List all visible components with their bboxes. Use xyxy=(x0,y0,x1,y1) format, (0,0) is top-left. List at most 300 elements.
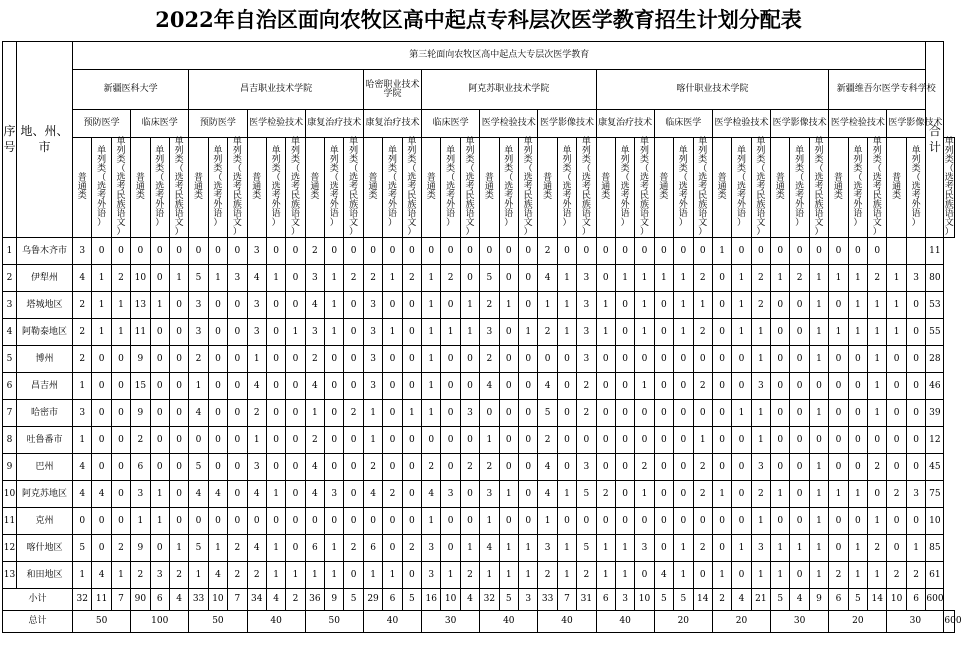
row-value: 1 xyxy=(615,265,634,292)
row-value: 0 xyxy=(790,454,809,481)
category-header xyxy=(150,138,169,238)
row-value: 0 xyxy=(790,481,809,508)
row-value: 3 xyxy=(305,319,324,346)
row-value: 0 xyxy=(402,292,421,319)
subtotal-value: 7 xyxy=(557,589,576,611)
row-value: 1 xyxy=(169,265,188,292)
row-value: 3 xyxy=(73,400,92,427)
major-header: 临床医学 xyxy=(654,110,712,138)
row-region: 乌鲁木齐市 xyxy=(17,238,73,265)
row-value: 1 xyxy=(499,292,518,319)
row-value: 6 xyxy=(363,535,382,562)
row-value: 1 xyxy=(848,319,867,346)
subtotal-value: 31 xyxy=(577,589,596,611)
row-value: 1 xyxy=(266,481,285,508)
row-region: 博州 xyxy=(17,346,73,373)
row-value: 0 xyxy=(92,508,111,535)
major-header: 临床医学 xyxy=(422,110,480,138)
subtotal-label: 小计 xyxy=(3,589,73,611)
row-value: 0 xyxy=(906,292,926,319)
row-value: 0 xyxy=(344,346,363,373)
subtotal-value: 5 xyxy=(771,589,790,611)
row-value: 0 xyxy=(887,427,906,454)
row-value: 1 xyxy=(499,481,518,508)
row-value: 0 xyxy=(635,562,654,589)
row-value: 1 xyxy=(868,373,887,400)
row-value: 0 xyxy=(402,562,421,589)
category-header xyxy=(169,138,188,238)
major-header: 预防医学 xyxy=(73,110,131,138)
subtotal-value: 21 xyxy=(751,589,770,611)
row-value: 0 xyxy=(829,238,848,265)
category-header xyxy=(383,138,402,238)
row-value: 4 xyxy=(73,454,92,481)
row-value: 0 xyxy=(790,427,809,454)
category-label: 单 列 类 （ 选 考 外 语 ） xyxy=(155,146,165,228)
row-value: 4 xyxy=(654,562,673,589)
row-value: 0 xyxy=(286,427,305,454)
category-header xyxy=(228,138,247,238)
category-label: 普 通 类 xyxy=(135,173,145,201)
category-header xyxy=(654,138,673,238)
row-value: 1 xyxy=(538,508,557,535)
row-region: 阿克苏地区 xyxy=(17,481,73,508)
row-value: 0 xyxy=(674,427,693,454)
category-header xyxy=(829,138,848,238)
row-value: 5 xyxy=(538,400,557,427)
row-value: 0 xyxy=(499,238,518,265)
row-value: 2 xyxy=(111,265,130,292)
category-header xyxy=(131,138,150,238)
row-value: 2 xyxy=(247,562,266,589)
row-value: 0 xyxy=(712,346,731,373)
row-value: 1 xyxy=(732,265,751,292)
row-value: 0 xyxy=(169,346,188,373)
row-value: 0 xyxy=(286,346,305,373)
row-value: 1 xyxy=(518,319,537,346)
row-value: 0 xyxy=(518,292,537,319)
row-value: 0 xyxy=(712,400,731,427)
row-value: 1 xyxy=(751,319,770,346)
category-label: 单 列 类 （ 选 考 民 族 语 文 ） xyxy=(232,137,242,237)
row-value: 0 xyxy=(402,319,421,346)
row-value: 2 xyxy=(305,427,324,454)
category-header xyxy=(848,138,867,238)
row-value: 1 xyxy=(732,535,751,562)
category-label: 普 通 类 xyxy=(426,173,436,201)
subtotal-value: 16 xyxy=(422,589,441,611)
row-value: 0 xyxy=(674,400,693,427)
row-value: 9 xyxy=(131,346,150,373)
row-value: 0 xyxy=(266,373,285,400)
row-value: 0 xyxy=(169,481,188,508)
subtotal-value: 5 xyxy=(848,589,867,611)
row-value: 1 xyxy=(266,265,285,292)
category-header xyxy=(92,138,111,238)
row-value: 3 xyxy=(635,535,654,562)
row-value: 1 xyxy=(518,535,537,562)
row-value: 0 xyxy=(732,481,751,508)
row-value: 4 xyxy=(363,481,382,508)
row-value: 1 xyxy=(868,562,887,589)
row-value: 0 xyxy=(868,427,887,454)
row-value: 2 xyxy=(829,562,848,589)
row-value: 3 xyxy=(363,319,382,346)
row-value: 0 xyxy=(751,238,770,265)
row-value: 0 xyxy=(325,373,344,400)
category-label: 普 通 类 xyxy=(775,173,785,201)
row-value: 0 xyxy=(790,238,809,265)
row-value: 0 xyxy=(73,508,92,535)
category-header xyxy=(790,138,809,238)
row-value: 1 xyxy=(499,562,518,589)
row-value: 0 xyxy=(460,346,479,373)
category-label: 普 通 类 xyxy=(601,173,611,201)
row-value: 2 xyxy=(460,562,479,589)
grand-total-value: 20 xyxy=(712,611,770,633)
row-value: 3 xyxy=(131,481,150,508)
row-value: 0 xyxy=(790,373,809,400)
row-region: 和田地区 xyxy=(17,562,73,589)
row-value: 1 xyxy=(557,265,576,292)
row-value: 0 xyxy=(596,346,615,373)
category-header xyxy=(557,138,576,238)
row-value: 1 xyxy=(868,400,887,427)
category-label: 单 列 类 （ 选 考 外 语 ） xyxy=(387,146,397,228)
category-header xyxy=(208,138,227,238)
subtotal-value: 33 xyxy=(538,589,557,611)
row-value: 5 xyxy=(189,454,208,481)
row-value: 4 xyxy=(208,562,227,589)
row-value: 1 xyxy=(557,481,576,508)
row-value: 0 xyxy=(693,562,712,589)
row-value: 0 xyxy=(557,454,576,481)
row-value: 3 xyxy=(906,265,926,292)
row-value: 4 xyxy=(189,481,208,508)
row-value: 0 xyxy=(363,508,382,535)
row-value: 0 xyxy=(169,319,188,346)
major-header: 临床医学 xyxy=(131,110,189,138)
row-value: 0 xyxy=(344,481,363,508)
row-value: 0 xyxy=(615,373,634,400)
row-value: 3 xyxy=(363,292,382,319)
row-value: 0 xyxy=(208,373,227,400)
row-value: 1 xyxy=(674,319,693,346)
row-value: 2 xyxy=(247,400,266,427)
row-value: 0 xyxy=(286,292,305,319)
category-label: 单 列 类 （ 选 考 外 语 ） xyxy=(911,146,921,228)
row-value: 0 xyxy=(266,238,285,265)
row-value: 5 xyxy=(73,535,92,562)
row-value: 0 xyxy=(654,373,673,400)
row-value: 0 xyxy=(518,265,537,292)
row-value: 0 xyxy=(169,427,188,454)
row-value: 0 xyxy=(615,508,634,535)
institution-header: 新疆维吾尔医学专科学校 xyxy=(829,70,944,110)
row-value: 2 xyxy=(693,319,712,346)
row-value: 0 xyxy=(906,400,926,427)
major-header: 康复治疗技术 xyxy=(596,110,654,138)
row-value: 1 xyxy=(906,535,926,562)
row-value: 1 xyxy=(383,319,402,346)
row-value: 0 xyxy=(422,238,441,265)
row-seq: 11 xyxy=(3,508,17,535)
row-value: 1 xyxy=(751,400,770,427)
category-label: 单 列 类 （ 选 考 民 族 语 文 ） xyxy=(581,137,591,237)
row-value: 1 xyxy=(422,346,441,373)
row-value: 0 xyxy=(460,373,479,400)
row-value: 1 xyxy=(596,562,615,589)
major-header: 康复治疗技术 xyxy=(305,110,363,138)
row-value: 0 xyxy=(887,346,906,373)
row-value: 1 xyxy=(809,319,828,346)
grand-total-value: 50 xyxy=(73,611,131,633)
row-value: 0 xyxy=(693,508,712,535)
grand-total-value: 20 xyxy=(654,611,712,633)
row-value: 1 xyxy=(615,535,634,562)
row-value: 0 xyxy=(363,238,382,265)
row-seq: 1 xyxy=(3,238,17,265)
row-value: 1 xyxy=(868,346,887,373)
row-value: 0 xyxy=(518,400,537,427)
row-value: 1 xyxy=(402,400,421,427)
row-value: 2 xyxy=(402,265,421,292)
subtotal-value: 3 xyxy=(518,589,537,611)
row-value: 0 xyxy=(712,319,731,346)
category-label: 单 列 类 （ 选 考 外 语 ） xyxy=(678,146,688,228)
row-value: 0 xyxy=(150,319,169,346)
row-value: 0 xyxy=(441,454,460,481)
row-value: 0 xyxy=(635,346,654,373)
header-seq: 序 号 xyxy=(3,42,17,238)
row-value: 1 xyxy=(383,562,402,589)
row-value: 1 xyxy=(460,292,479,319)
row-value: 1 xyxy=(150,292,169,319)
row-value: 2 xyxy=(363,454,382,481)
row-value: 0 xyxy=(596,454,615,481)
row-total: 12 xyxy=(926,427,944,454)
row-value: 0 xyxy=(422,427,441,454)
row-value: 0 xyxy=(596,508,615,535)
row-value: 3 xyxy=(73,238,92,265)
row-value: 0 xyxy=(208,400,227,427)
row-value: 0 xyxy=(732,508,751,535)
category-header xyxy=(422,138,441,238)
row-value: 0 xyxy=(383,292,402,319)
row-value: 0 xyxy=(712,427,731,454)
row-value: 1 xyxy=(325,292,344,319)
row-value: 0 xyxy=(150,427,169,454)
row-value: 0 xyxy=(228,373,247,400)
row-value: 1 xyxy=(266,562,285,589)
row-value: 0 xyxy=(732,562,751,589)
row-total: 45 xyxy=(926,454,944,481)
category-header xyxy=(906,138,926,238)
subtotal-value: 7 xyxy=(111,589,130,611)
row-value: 5 xyxy=(577,481,596,508)
subtotal-value: 2 xyxy=(712,589,731,611)
row-value: 2 xyxy=(344,400,363,427)
row-value: 0 xyxy=(848,427,867,454)
row-value: 0 xyxy=(441,373,460,400)
row-value: 0 xyxy=(169,373,188,400)
row-value: 0 xyxy=(131,238,150,265)
row-value: 1 xyxy=(383,265,402,292)
row-value: 0 xyxy=(906,346,926,373)
subtotal-value: 9 xyxy=(809,589,828,611)
row-value: 1 xyxy=(363,562,382,589)
category-label: 单 列 类 （ 选 考 民 族 语 文 ） xyxy=(116,137,126,237)
row-value: 1 xyxy=(363,400,382,427)
row-value: 3 xyxy=(247,454,266,481)
row-value: 13 xyxy=(131,292,150,319)
category-header xyxy=(402,138,421,238)
row-value: 4 xyxy=(538,454,557,481)
row-value: 0 xyxy=(344,562,363,589)
category-header xyxy=(247,138,266,238)
row-value: 1 xyxy=(712,481,731,508)
row-value: 1 xyxy=(422,319,441,346)
row-value: 2 xyxy=(538,319,557,346)
row-value: 0 xyxy=(906,319,926,346)
row-value: 1 xyxy=(422,265,441,292)
row-value: 0 xyxy=(635,508,654,535)
row-value: 0 xyxy=(848,454,867,481)
row-value: 2 xyxy=(635,454,654,481)
row-value: 0 xyxy=(790,562,809,589)
row-value: 4 xyxy=(247,481,266,508)
table-row xyxy=(3,346,955,373)
row-value: 0 xyxy=(344,454,363,481)
row-value: 2 xyxy=(189,346,208,373)
row-value: 0 xyxy=(887,454,906,481)
category-header xyxy=(344,138,363,238)
row-value: 2 xyxy=(693,481,712,508)
row-value: 1 xyxy=(325,535,344,562)
major-header: 康复治疗技术 xyxy=(363,110,421,138)
row-value: 0 xyxy=(441,427,460,454)
subtotal-value: 6 xyxy=(383,589,402,611)
row-value: 0 xyxy=(712,454,731,481)
row-value: 0 xyxy=(208,508,227,535)
category-header xyxy=(305,138,324,238)
row-value: 0 xyxy=(577,508,596,535)
row-value: 0 xyxy=(732,238,751,265)
category-header xyxy=(732,138,751,238)
table-row xyxy=(3,562,955,589)
row-value: 0 xyxy=(189,238,208,265)
subtotal-value: 14 xyxy=(693,589,712,611)
row-value: 1 xyxy=(422,292,441,319)
row-value: 10 xyxy=(131,265,150,292)
row-value: 1 xyxy=(848,562,867,589)
row-value: 0 xyxy=(732,427,751,454)
row-value: 0 xyxy=(596,400,615,427)
row-value: 0 xyxy=(499,265,518,292)
row-value: 0 xyxy=(228,481,247,508)
row-value: 0 xyxy=(518,238,537,265)
row-value: 0 xyxy=(906,454,926,481)
category-label: 普 通 类 xyxy=(543,173,553,201)
row-value: 4 xyxy=(92,481,111,508)
row-value: 0 xyxy=(615,346,634,373)
row-value: 1 xyxy=(111,292,130,319)
row-value: 0 xyxy=(325,238,344,265)
row-value: 1 xyxy=(809,508,828,535)
row-value: 3 xyxy=(577,265,596,292)
subtotal-value: 5 xyxy=(674,589,693,611)
row-value: 0 xyxy=(790,292,809,319)
row-value: 2 xyxy=(868,265,887,292)
row-value: 0 xyxy=(771,454,790,481)
row-value: 0 xyxy=(402,346,421,373)
row-value: 0 xyxy=(169,454,188,481)
row-value: 4 xyxy=(305,454,324,481)
row-value: 1 xyxy=(208,535,227,562)
subtotal-value: 10 xyxy=(635,589,654,611)
row-value: 0 xyxy=(402,508,421,535)
row-value: 0 xyxy=(848,238,867,265)
row-region: 巴州 xyxy=(17,454,73,481)
row-value: 1 xyxy=(615,562,634,589)
row-value: 0 xyxy=(441,346,460,373)
row-value: 0 xyxy=(480,400,499,427)
row-value: 0 xyxy=(228,400,247,427)
row-value: 0 xyxy=(829,400,848,427)
category-label: 单 列 类 （ 选 考 外 语 ） xyxy=(795,146,805,228)
row-value: 0 xyxy=(189,427,208,454)
subtotal-value: 32 xyxy=(73,589,92,611)
row-value: 0 xyxy=(712,292,731,319)
row-value: 0 xyxy=(150,265,169,292)
major-header: 医学检验技术 xyxy=(712,110,770,138)
row-total: 80 xyxy=(926,265,944,292)
row-value: 0 xyxy=(92,238,111,265)
row-value: 0 xyxy=(868,238,887,265)
row-total: 55 xyxy=(926,319,944,346)
institution-header: 阿克苏职业技术学院 xyxy=(422,70,597,110)
row-value: 0 xyxy=(344,427,363,454)
category-label: 普 通 类 xyxy=(252,173,262,201)
row-value: 4 xyxy=(73,481,92,508)
row-value: 0 xyxy=(441,508,460,535)
category-label: 单 列 类 （ 选 考 外 语 ） xyxy=(97,146,107,228)
row-value: 9 xyxy=(131,400,150,427)
row-value: 0 xyxy=(635,238,654,265)
row-seq: 7 xyxy=(3,400,17,427)
row-value: 0 xyxy=(169,238,188,265)
row-value: 0 xyxy=(557,346,576,373)
row-value: 0 xyxy=(228,319,247,346)
institution-header: 新疆医科大学 xyxy=(73,70,189,110)
row-value: 4 xyxy=(247,373,266,400)
row-seq: 8 xyxy=(3,427,17,454)
row-value: 1 xyxy=(247,346,266,373)
row-value: 0 xyxy=(383,427,402,454)
row-value: 2 xyxy=(790,265,809,292)
row-value: 1 xyxy=(635,292,654,319)
row-value: 0 xyxy=(344,292,363,319)
row-value: 1 xyxy=(712,238,731,265)
row-value: 0 xyxy=(228,346,247,373)
subtotal-value: 6 xyxy=(596,589,615,611)
row-value: 0 xyxy=(499,319,518,346)
row-value: 1 xyxy=(809,400,828,427)
row-value: 0 xyxy=(460,427,479,454)
row-value: 0 xyxy=(286,265,305,292)
row-value: 0 xyxy=(518,481,537,508)
subtotal-value: 10 xyxy=(441,589,460,611)
